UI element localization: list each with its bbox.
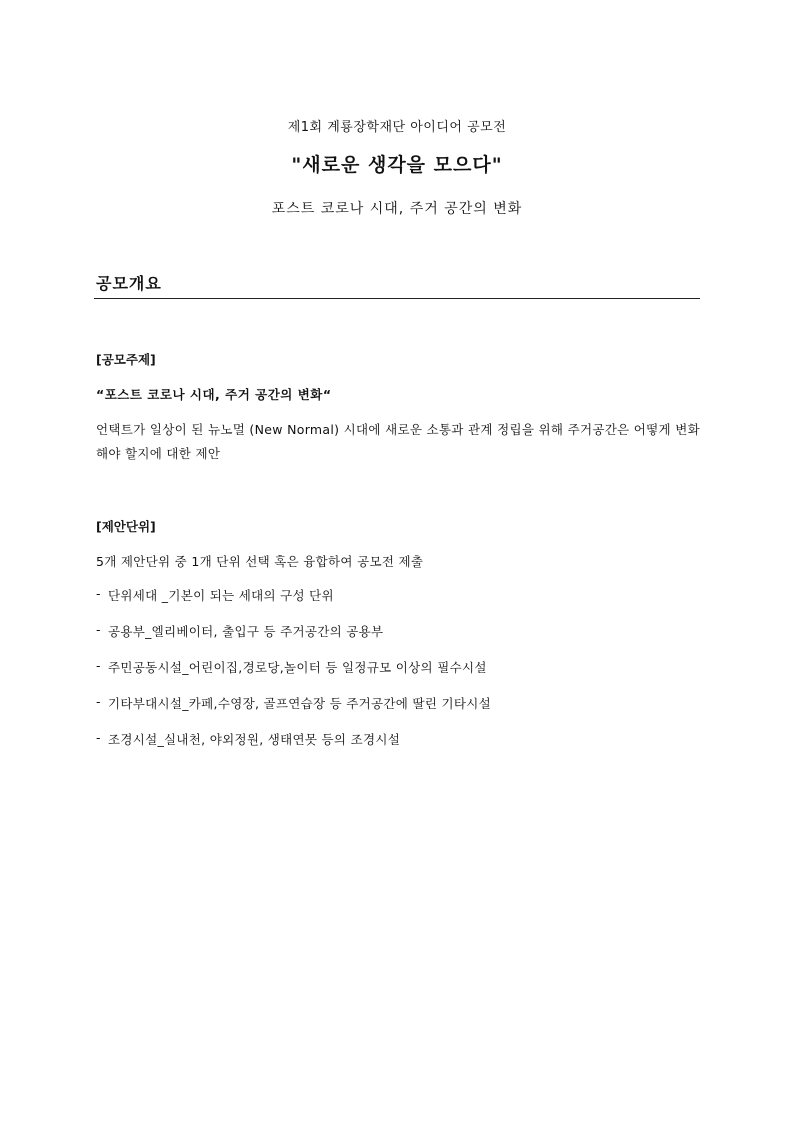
list-item-text: 공용부_엘리베이터, 출입구 등 주거공간의 공용부 [108,624,384,639]
list-item-text: 단위세대 _기본이 되는 세대의 구성 단위 [108,588,334,603]
list-dash: - [96,730,101,745]
units-intro: 5개 제안단위 중 1개 단위 선택 혹은 융합하여 공모전 제출 [96,554,424,569]
section-heading-overview: 공모개요 [96,274,162,293]
competition-name: 제1회 계룡장학재단 아이디어 공모전 [287,120,507,135]
section-divider [94,298,700,299]
list-item [96,622,491,658]
list-item-text: 주민공동시설_어린이집,경로당,놀이터 등 일정규모 이상의 필수시설 [108,660,487,675]
list-dash: - [96,586,101,601]
topic-label: [공모주제] [96,352,156,367]
units-list [96,586,491,766]
list-dash: - [96,694,101,709]
list-dash: - [96,658,101,673]
topic-description: 언택트가 일상이 된 뉴노멀 (New Normal) 시대에 새로운 소통과 관계 정립을 위해 주거공간은 어떻게 변화해야 할지에 대한 제안 [96,422,700,461]
list-dash: - [96,622,101,637]
list-item [96,586,491,622]
list-item-text: 조경시설_실내천, 야외정원, 생태연못 등의 조경시설 [108,732,401,747]
subtitle: 포스트 코로나 시대, 주거 공간의 변화 [271,201,523,217]
list-item-text: 기타부대시설_카페,수영장, 골프연습장 등 주거공간에 딸린 기타시설 [108,696,491,711]
topic-quote: “포스트 코로나 시대, 주거 공간의 변화“ [96,387,332,402]
list-item [96,730,491,766]
units-label: [제안단위] [96,519,156,534]
list-item [96,694,491,730]
main-title: "새로운 생각을 모으다" [291,154,503,176]
list-item [96,658,491,694]
